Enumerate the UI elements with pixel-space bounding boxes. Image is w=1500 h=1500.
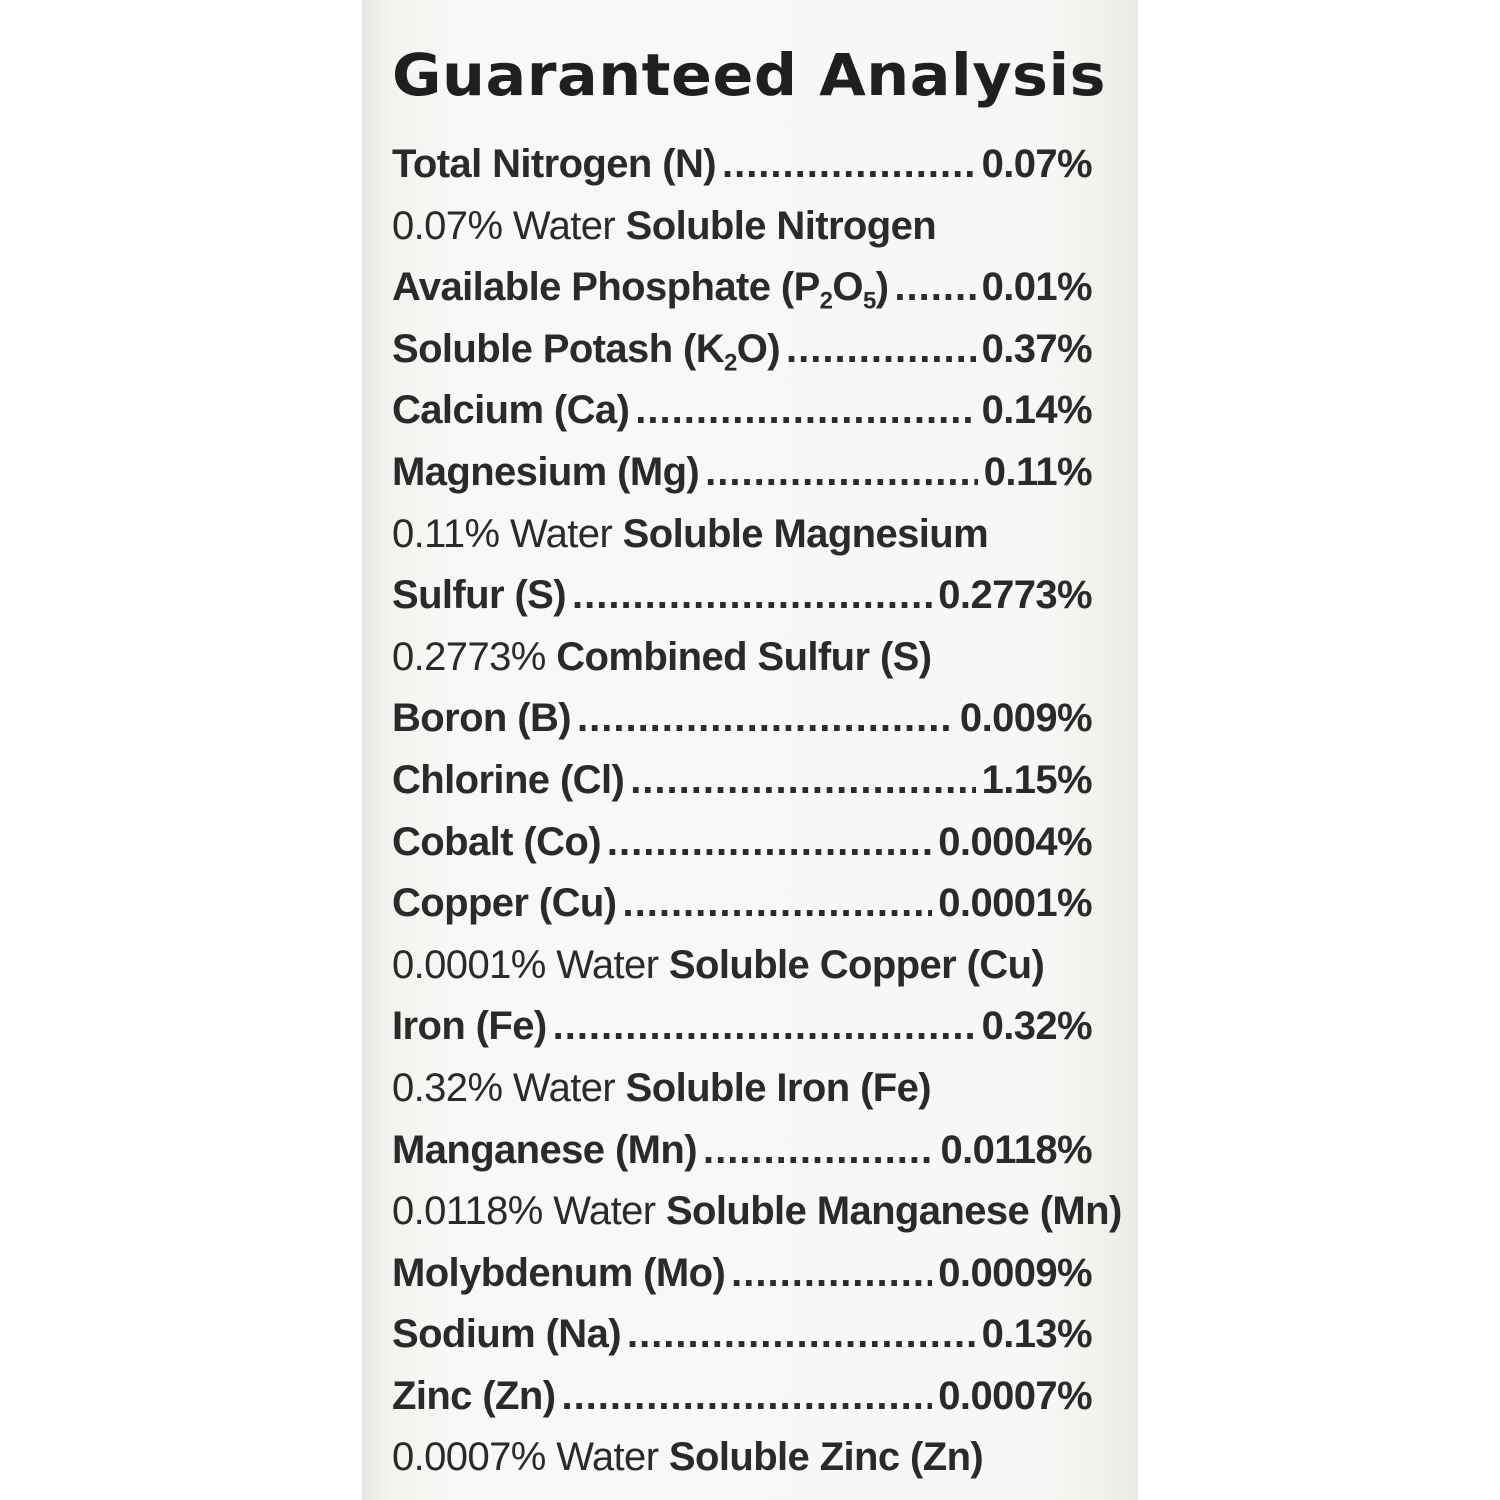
- nutrient-value: 0.37%: [981, 326, 1092, 371]
- subrow-prefix: 0.0007% Water: [392, 1435, 659, 1480]
- analysis-subrow-water-soluble-copper: [392, 935, 1092, 997]
- nutrient-name: Sulfur (S): [392, 573, 566, 618]
- subrow-prefix: 0.0118% Water: [392, 1189, 656, 1234]
- nutrient-value: 0.32%: [981, 1004, 1092, 1049]
- nutrient-name: Chlorine (Cl): [392, 757, 625, 802]
- nutrient-value: 0.0009%: [938, 1250, 1092, 1295]
- nutrient-name: Cobalt (Co): [392, 819, 601, 864]
- analysis-subrow-water-soluble-iron: [392, 1058, 1092, 1120]
- analysis-subrow-combined-sulfur: [392, 627, 1092, 689]
- subscript: 2: [819, 287, 833, 315]
- dot-leader: [577, 688, 954, 750]
- analysis-row-sodium: [392, 1304, 1092, 1366]
- subscript: 5: [862, 287, 876, 315]
- subrow-emphasis: Soluble Zinc (Zn): [658, 1435, 984, 1480]
- nutrient-value: 0.0001%: [938, 881, 1092, 926]
- nutrient-value: 0.14%: [981, 388, 1092, 433]
- nutrient-name: Boron (B): [392, 696, 571, 741]
- nutrient-value: 0.01%: [981, 265, 1092, 310]
- dot-leader: [622, 873, 932, 935]
- dot-leader: [630, 750, 975, 812]
- subrow-prefix: 0.32% Water: [392, 1065, 616, 1110]
- nutrient-name: Sodium (Na): [392, 1312, 621, 1357]
- analysis-row-total-nitrogen: [392, 134, 1092, 196]
- analysis-subrow-water-soluble-manganese: [392, 1181, 1122, 1243]
- nutrient-value: 0.009%: [959, 696, 1092, 741]
- analysis-row-cobalt: [392, 812, 1092, 874]
- subrow-text: [392, 1181, 1122, 1243]
- subscript: 2: [724, 349, 737, 377]
- subrow-emphasis: Soluble Manganese (Mn): [655, 1189, 1122, 1234]
- nutrient-name: Copper (Cu): [392, 881, 617, 926]
- nutrient-value: 0.07%: [981, 142, 1092, 186]
- dot-leader: [705, 442, 978, 504]
- analysis-row-chlorine: [392, 750, 1092, 812]
- dot-leader: [635, 380, 975, 442]
- subrow-text: [392, 504, 988, 566]
- dot-leader: [561, 1366, 932, 1428]
- analysis-row-boron: [392, 688, 1092, 750]
- dot-leader: [786, 319, 976, 381]
- dot-leader: [572, 565, 932, 627]
- nutrient-name: Magnesium (Mg): [392, 449, 700, 494]
- nutrient-name: Manganese (Mn): [392, 1127, 697, 1172]
- dot-leader: [894, 257, 975, 319]
- name-part: Soluble Potash (K: [392, 326, 725, 371]
- subrow-emphasis: Soluble Copper (Cu): [658, 942, 1045, 987]
- nutrient-name: Molybdenum (Mo): [392, 1250, 726, 1295]
- dot-leader: [703, 1120, 935, 1182]
- analysis-row-magnesium: [392, 442, 1092, 504]
- name-part: ): [875, 265, 889, 310]
- guaranteed-analysis-label: [392, 40, 1122, 1489]
- nutrient-value: 0.2773%: [938, 573, 1092, 618]
- analysis-row-copper: [392, 873, 1092, 935]
- subrow-text: [392, 1427, 983, 1489]
- label-title: Guaranteed Analysis: [392, 41, 1107, 109]
- dot-leader: [607, 812, 932, 874]
- subrow-text: [392, 935, 1044, 997]
- dot-leader: [627, 1304, 976, 1366]
- name-part: O: [832, 265, 863, 310]
- nutrient-name: Calcium (Ca): [392, 388, 630, 433]
- analysis-row-zinc: [392, 1366, 1092, 1428]
- analysis-list: [392, 134, 1122, 1489]
- nutrient-value: 1.15%: [981, 757, 1092, 802]
- nutrient-value: 0.0004%: [938, 819, 1092, 864]
- name-part: O): [736, 326, 781, 371]
- analysis-subrow-water-soluble-zinc: [392, 1427, 1092, 1489]
- dot-leader: [722, 134, 976, 196]
- subrow-emphasis: Soluble Magnesium: [612, 511, 989, 556]
- nutrient-name: Total Nitrogen (N): [392, 142, 716, 186]
- subrow-prefix: 0.2773%: [392, 634, 546, 679]
- analysis-row-sulfur: [392, 565, 1092, 627]
- dot-leader: [731, 1243, 932, 1305]
- subrow-text: [392, 1058, 931, 1120]
- name-part: Available Phosphate (P: [392, 265, 820, 310]
- dot-leader: [553, 996, 976, 1058]
- analysis-row-manganese: [392, 1120, 1092, 1182]
- analysis-subrow-water-soluble-nitrogen: [392, 196, 1092, 258]
- subrow-prefix: 0.07% Water: [392, 203, 616, 248]
- nutrient-value: 0.11%: [983, 449, 1092, 494]
- analysis-row-soluble-potash: [392, 319, 1092, 381]
- subrow-prefix: 0.11% Water: [392, 511, 613, 556]
- analysis-subrow-water-soluble-magnesium: [392, 504, 1092, 566]
- subrow-text: [392, 627, 931, 689]
- subrow-emphasis: Combined Sulfur (S): [545, 634, 932, 679]
- nutrient-value: 0.0118%: [940, 1127, 1092, 1172]
- subrow-text: [392, 196, 936, 258]
- subrow-emphasis: Soluble Iron (Fe): [615, 1065, 932, 1110]
- analysis-row-calcium: [392, 380, 1092, 442]
- subrow-emphasis: Soluble Nitrogen: [615, 203, 937, 248]
- nutrient-name: Zinc (Zn): [392, 1373, 556, 1418]
- nutrient-name: Iron (Fe): [392, 1004, 547, 1049]
- analysis-row-iron: [392, 996, 1092, 1058]
- analysis-row-molybdenum: [392, 1243, 1092, 1305]
- nutrient-value: 0.0007%: [938, 1373, 1092, 1418]
- nutrient-value: 0.13%: [981, 1312, 1092, 1357]
- analysis-row-available-phosphate: [392, 257, 1092, 319]
- subrow-prefix: 0.0001% Water: [392, 942, 659, 987]
